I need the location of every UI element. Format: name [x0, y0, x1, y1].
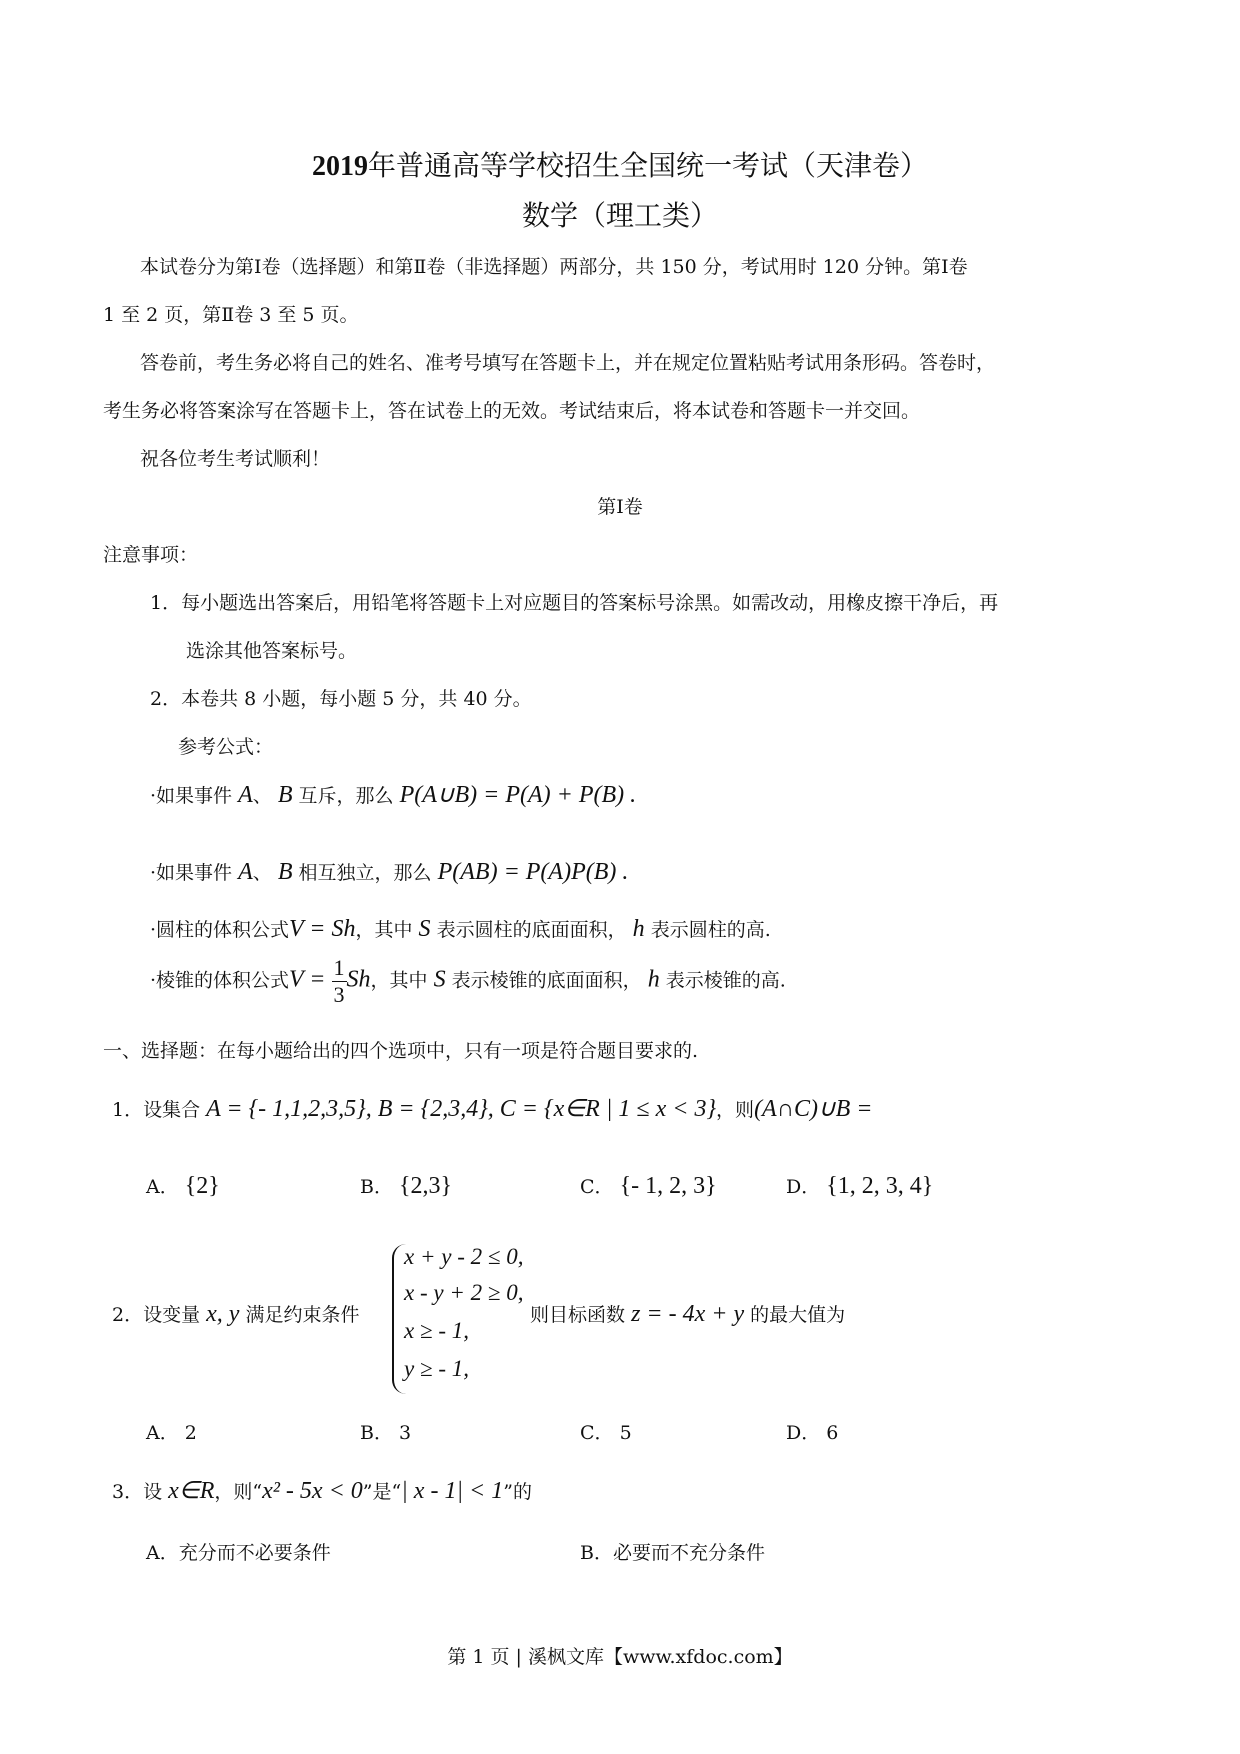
formula-independent: [150, 858, 628, 886]
f2-a: A: [238, 859, 253, 885]
q3-end: ”的: [503, 1481, 532, 1503]
q3-cond2: | x - 1| < 1: [401, 1478, 504, 1504]
formula-cylinder-volume: [150, 915, 771, 943]
q2-objective: z = - 4x + y: [631, 1301, 745, 1327]
q2-option-c-value: 5: [619, 1422, 632, 1444]
q1-option-a-label: A．: [146, 1176, 179, 1198]
q2-option-a-value: 2: [184, 1422, 197, 1444]
intro-p3: 祝各位考生考试顺利！: [140, 448, 331, 470]
q3-option-a-value: 充分而不必要条件: [178, 1542, 331, 1564]
q1-option-b-label: B．: [360, 1176, 393, 1198]
intro-p1-line1: 本试卷分为第Ⅰ卷（选择题）和第Ⅱ卷（非选择题）两部分，共 150 分，考试用时 120 分钟。第Ⅰ卷: [140, 256, 968, 278]
q2-option-d[interactable]: [786, 1418, 838, 1445]
q3-option-a-label: A．: [146, 1542, 179, 1564]
q3-lead: 3．设: [112, 1481, 163, 1503]
q3-option-b[interactable]: [580, 1538, 765, 1565]
f4-mid2: 表示棱锥的底面面积，: [451, 969, 642, 992]
q2-vars: x, y: [206, 1301, 240, 1327]
f1-sep: 、: [252, 785, 272, 807]
q1-option-c-value: {- 1, 2, 3}: [619, 1173, 717, 1199]
q3-option-b-value: 必要而不充分条件: [612, 1542, 765, 1564]
q2-constraint-2: x - y + 2 ≥ 0,: [404, 1280, 524, 1305]
notes-label: 注意事项：: [103, 544, 199, 566]
f1-a: A: [238, 782, 253, 808]
q1-tail-pre: ，则: [716, 1099, 755, 1121]
q1-tail-math: (A∩C)∪B =: [754, 1096, 873, 1122]
q3-option-b-label: B．: [580, 1542, 613, 1564]
q2-mid: 满足约束条件: [245, 1304, 360, 1326]
exam-subtitle: 数学（理工类）: [521, 199, 718, 232]
q2-constraint-4: y ≥ - 1,: [404, 1356, 469, 1381]
q3-option-a[interactable]: [146, 1538, 331, 1565]
f4-den: 3: [333, 982, 345, 1007]
f1-mid: 互斥，那么: [298, 785, 394, 807]
q1-option-a[interactable]: [146, 1172, 220, 1200]
f1-b: B: [277, 782, 293, 808]
q3-cond1: x² - 5x < 0: [262, 1478, 363, 1504]
f1-pre: ·如果事件: [150, 785, 233, 807]
f4-mid: ，其中: [370, 969, 428, 992]
f2-sep: 、: [252, 862, 272, 884]
intro-p2-line2: 考生务必将答案涂写在答题卡上，答在试卷上的无效。考试结束后，将本试卷和答题卡一并交回。: [103, 400, 921, 422]
q3-mid2: ”是“: [362, 1481, 402, 1503]
f3-math: V = Sh: [289, 916, 356, 942]
title-year: 2019: [311, 151, 368, 182]
q1-option-b-value: {2,3}: [399, 1173, 453, 1199]
q2-option-b-value: 3: [399, 1422, 412, 1444]
f3-mid2: 表示圆柱的底面面积，: [436, 919, 627, 941]
q2-option-d-label: D．: [786, 1422, 821, 1444]
q2-option-b-label: B．: [360, 1422, 393, 1444]
f3-h: h: [632, 916, 645, 942]
f3-end: 表示圆柱的高.: [650, 919, 771, 941]
q2-constraint-3: x ≥ - 1,: [404, 1318, 469, 1343]
part1-heading: 一、选择题：在每小题给出的四个选项中，只有一项是符合题目要求的.: [103, 1040, 699, 1062]
q2-tail: 则目标函数: [530, 1304, 626, 1326]
q2-constraint-1: x + y - 2 ≤ 0,: [404, 1244, 524, 1269]
q2-option-c-label: C．: [580, 1422, 614, 1444]
question-2-lead: [112, 1300, 360, 1328]
f2-b: B: [277, 859, 293, 885]
formula-pyramid-volume: [150, 955, 786, 1008]
exam-title: [0, 144, 1240, 184]
note-2: 2．本卷共 8 小题，每小题 5 分，共 40 分。: [150, 688, 532, 710]
f3-mid: ，其中: [355, 919, 413, 941]
ref-formulas-label: 参考公式：: [178, 736, 274, 758]
q2-tail2: 的最大值为: [750, 1304, 846, 1326]
q1-option-d-value: {1, 2, 3, 4}: [826, 1173, 934, 1199]
f4-pre: ·棱锥的体积公式: [150, 969, 290, 992]
q2-option-b[interactable]: [360, 1418, 411, 1445]
f1-math: P(A∪B) = P(A) + P(B) .: [399, 782, 637, 808]
q2-option-a-label: A．: [146, 1422, 179, 1444]
q1-option-a-value: {2}: [184, 1173, 220, 1199]
note-1-line2: 选涂其他答案标号。: [186, 640, 358, 662]
q1-option-c[interactable]: [580, 1172, 717, 1200]
q1-option-d[interactable]: [786, 1172, 933, 1200]
note-1-line1: 1．每小题选出答案后，用铅笔将答题卡上对应题目的答案标号涂黑。如需改动，用橡皮擦干净后，再: [150, 592, 999, 614]
f4-v: V =: [289, 966, 326, 993]
f4-h: h: [647, 966, 660, 993]
f3-pre: ·圆柱的体积公式: [150, 919, 290, 941]
q1-option-d-label: D．: [786, 1176, 821, 1198]
f2-mid: 相互独立，那么: [298, 862, 432, 884]
f4-end: 表示棱锥的高.: [665, 969, 786, 992]
section-heading: 第Ⅰ卷: [597, 496, 643, 518]
q3-mid1: ，则“: [214, 1481, 263, 1503]
f4-fraction: [332, 955, 347, 1008]
formula-mutually-exclusive: [150, 780, 636, 809]
q1-math: A = {- 1,1,2,3,5}, B = {2,3,4}, C = {x∈R | 1 ≤ x < 3}: [206, 1096, 717, 1122]
question-3: [112, 1476, 532, 1505]
q3-xr: x∈R: [168, 1478, 215, 1504]
q1-option-c-label: C．: [580, 1176, 614, 1198]
page-footer: 第 1 页 | 溪枫文库【www.xfdoc.com】: [447, 1646, 793, 1668]
intro-p2-line1: 答卷前，考生务必将自己的姓名、准考号填写在答题卡上，并在规定位置粘贴考试用条形码。答卷时，: [140, 352, 996, 374]
f3-s: S: [418, 916, 431, 942]
f4-sh: Sh: [346, 966, 371, 993]
q1-option-b[interactable]: [360, 1172, 452, 1200]
f4-num: 1: [333, 955, 345, 980]
q2-option-c[interactable]: [580, 1418, 632, 1445]
q2-option-d-value: 6: [826, 1422, 839, 1444]
f2-math: P(AB) = P(A)P(B) .: [437, 859, 629, 885]
question-2-tail: [530, 1300, 845, 1328]
q1-lead: 1．设集合: [112, 1099, 201, 1121]
question-1: [112, 1094, 872, 1123]
f2-pre: ·如果事件: [150, 862, 233, 884]
title-text: 年普通高等学校招生全国统一考试（天津卷）: [367, 149, 928, 182]
q2-lead: 2．设变量: [112, 1304, 201, 1326]
intro-p1-line2: 1 至 2 页，第Ⅱ卷 3 至 5 页。: [103, 304, 359, 326]
f4-s: S: [433, 966, 446, 993]
q2-option-a[interactable]: [146, 1418, 197, 1445]
